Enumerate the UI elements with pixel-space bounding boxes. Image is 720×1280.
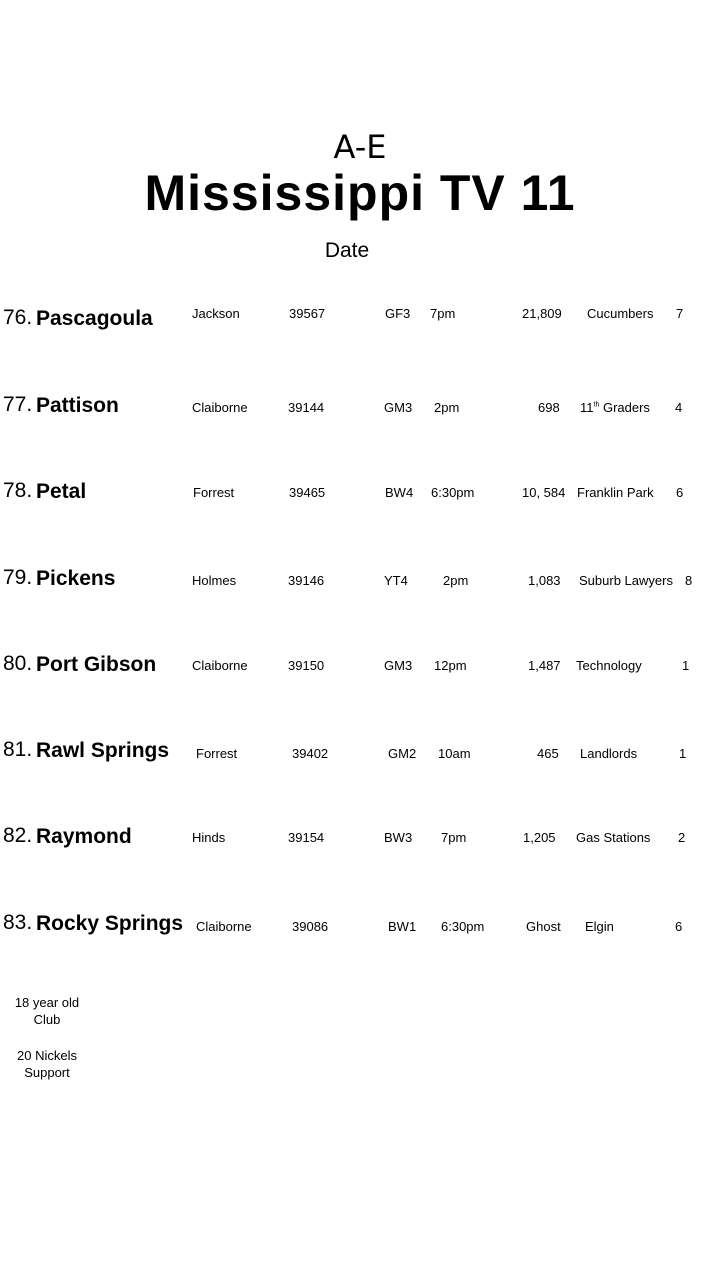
time: 10am: [438, 746, 471, 761]
county: Claiborne: [196, 919, 252, 934]
population: 10, 584: [522, 485, 566, 500]
station-code: YT4: [384, 573, 408, 588]
count: 6: [675, 919, 683, 934]
zip-code: 39567: [289, 306, 326, 321]
page-subtitle: A-E: [333, 128, 387, 166]
population: Ghost: [526, 919, 561, 934]
table-row: [0, 479, 720, 519]
population: 698: [538, 400, 560, 415]
station-code: GF3: [385, 306, 411, 321]
county: Claiborne: [192, 400, 248, 415]
row-number: 83.: [3, 911, 33, 934]
zip-code: 39154: [288, 830, 325, 845]
county: Hinds: [192, 830, 226, 845]
club-note: [0, 994, 94, 1028]
station-code: GM3: [384, 658, 413, 673]
county: Holmes: [192, 573, 237, 588]
date-label: Date: [324, 239, 370, 262]
population: 465: [537, 746, 559, 761]
station-code: GM3: [384, 400, 413, 415]
zip-code: 39086: [292, 919, 329, 934]
group: Suburb Lawyers: [579, 573, 673, 588]
county: Jackson: [192, 306, 240, 321]
town-name: Pickens: [36, 567, 116, 590]
row-number: 78.: [3, 479, 33, 502]
time: 6:30pm: [431, 485, 475, 500]
town-name: Rocky Springs: [36, 912, 184, 935]
county: Forrest: [193, 485, 235, 500]
support-note-line1: 20 Nickels: [17, 1048, 77, 1063]
town-name: Rawl Springs: [36, 739, 170, 762]
population: 1,083: [528, 573, 561, 588]
support-note: [0, 1047, 94, 1081]
population: 1,205: [523, 830, 556, 845]
town-name: Pascagoula: [36, 307, 153, 330]
club-note-line2: Club: [33, 1012, 61, 1027]
time: 7pm: [441, 830, 467, 845]
table-row: [0, 652, 720, 692]
row-number: 79.: [3, 566, 33, 589]
count: 8: [685, 573, 693, 588]
zip-code: 39150: [288, 658, 325, 673]
zip-code: 39146: [288, 573, 325, 588]
zip-code: 39465: [289, 485, 326, 500]
table-row: [0, 306, 720, 346]
time: 2pm: [434, 400, 460, 415]
county: Claiborne: [192, 658, 248, 673]
table-row: [0, 393, 720, 433]
time: 6:30pm: [441, 919, 485, 934]
group: 11th Graders: [580, 400, 650, 415]
row-number: 77.: [3, 393, 33, 416]
row-number: 82.: [3, 824, 33, 847]
row-number: 81.: [3, 738, 33, 761]
table-row: [0, 738, 720, 778]
count: 2: [678, 830, 686, 845]
station-code: BW3: [384, 830, 413, 845]
town-name: Pattison: [36, 394, 119, 417]
page-title: Mississippi TV 11: [144, 165, 576, 221]
table-row: [0, 911, 720, 951]
count: 1: [679, 746, 687, 761]
town-name: Port Gibson: [36, 653, 157, 676]
group: Franklin Park: [577, 485, 654, 500]
table-row: [0, 824, 720, 864]
town-name: Raymond: [36, 825, 132, 848]
town-name: Petal: [36, 480, 87, 503]
station-code: BW4: [385, 485, 414, 500]
club-note-line1: 18 year old: [14, 995, 80, 1010]
zip-code: 39402: [292, 746, 329, 761]
count: 4: [675, 400, 683, 415]
population: 21,809: [522, 306, 562, 321]
row-number: 80.: [3, 652, 33, 675]
count: 6: [676, 485, 684, 500]
station-code: GM2: [388, 746, 417, 761]
count: 7: [676, 306, 684, 321]
support-note-line2: Support: [24, 1065, 70, 1080]
group: Gas Stations: [576, 830, 651, 845]
row-number: 76.: [3, 306, 33, 329]
time: 2pm: [443, 573, 469, 588]
group: Technology: [576, 658, 642, 673]
group: Elgin: [585, 919, 614, 934]
group: Landlords: [580, 746, 638, 761]
population: 1,487: [528, 658, 561, 673]
table-row: [0, 566, 720, 606]
county: Forrest: [196, 746, 238, 761]
count: 1: [682, 658, 690, 673]
group: Cucumbers: [587, 306, 654, 321]
zip-code: 39144: [288, 400, 325, 415]
station-code: BW1: [388, 919, 417, 934]
time: 12pm: [434, 658, 467, 673]
time: 7pm: [430, 306, 456, 321]
